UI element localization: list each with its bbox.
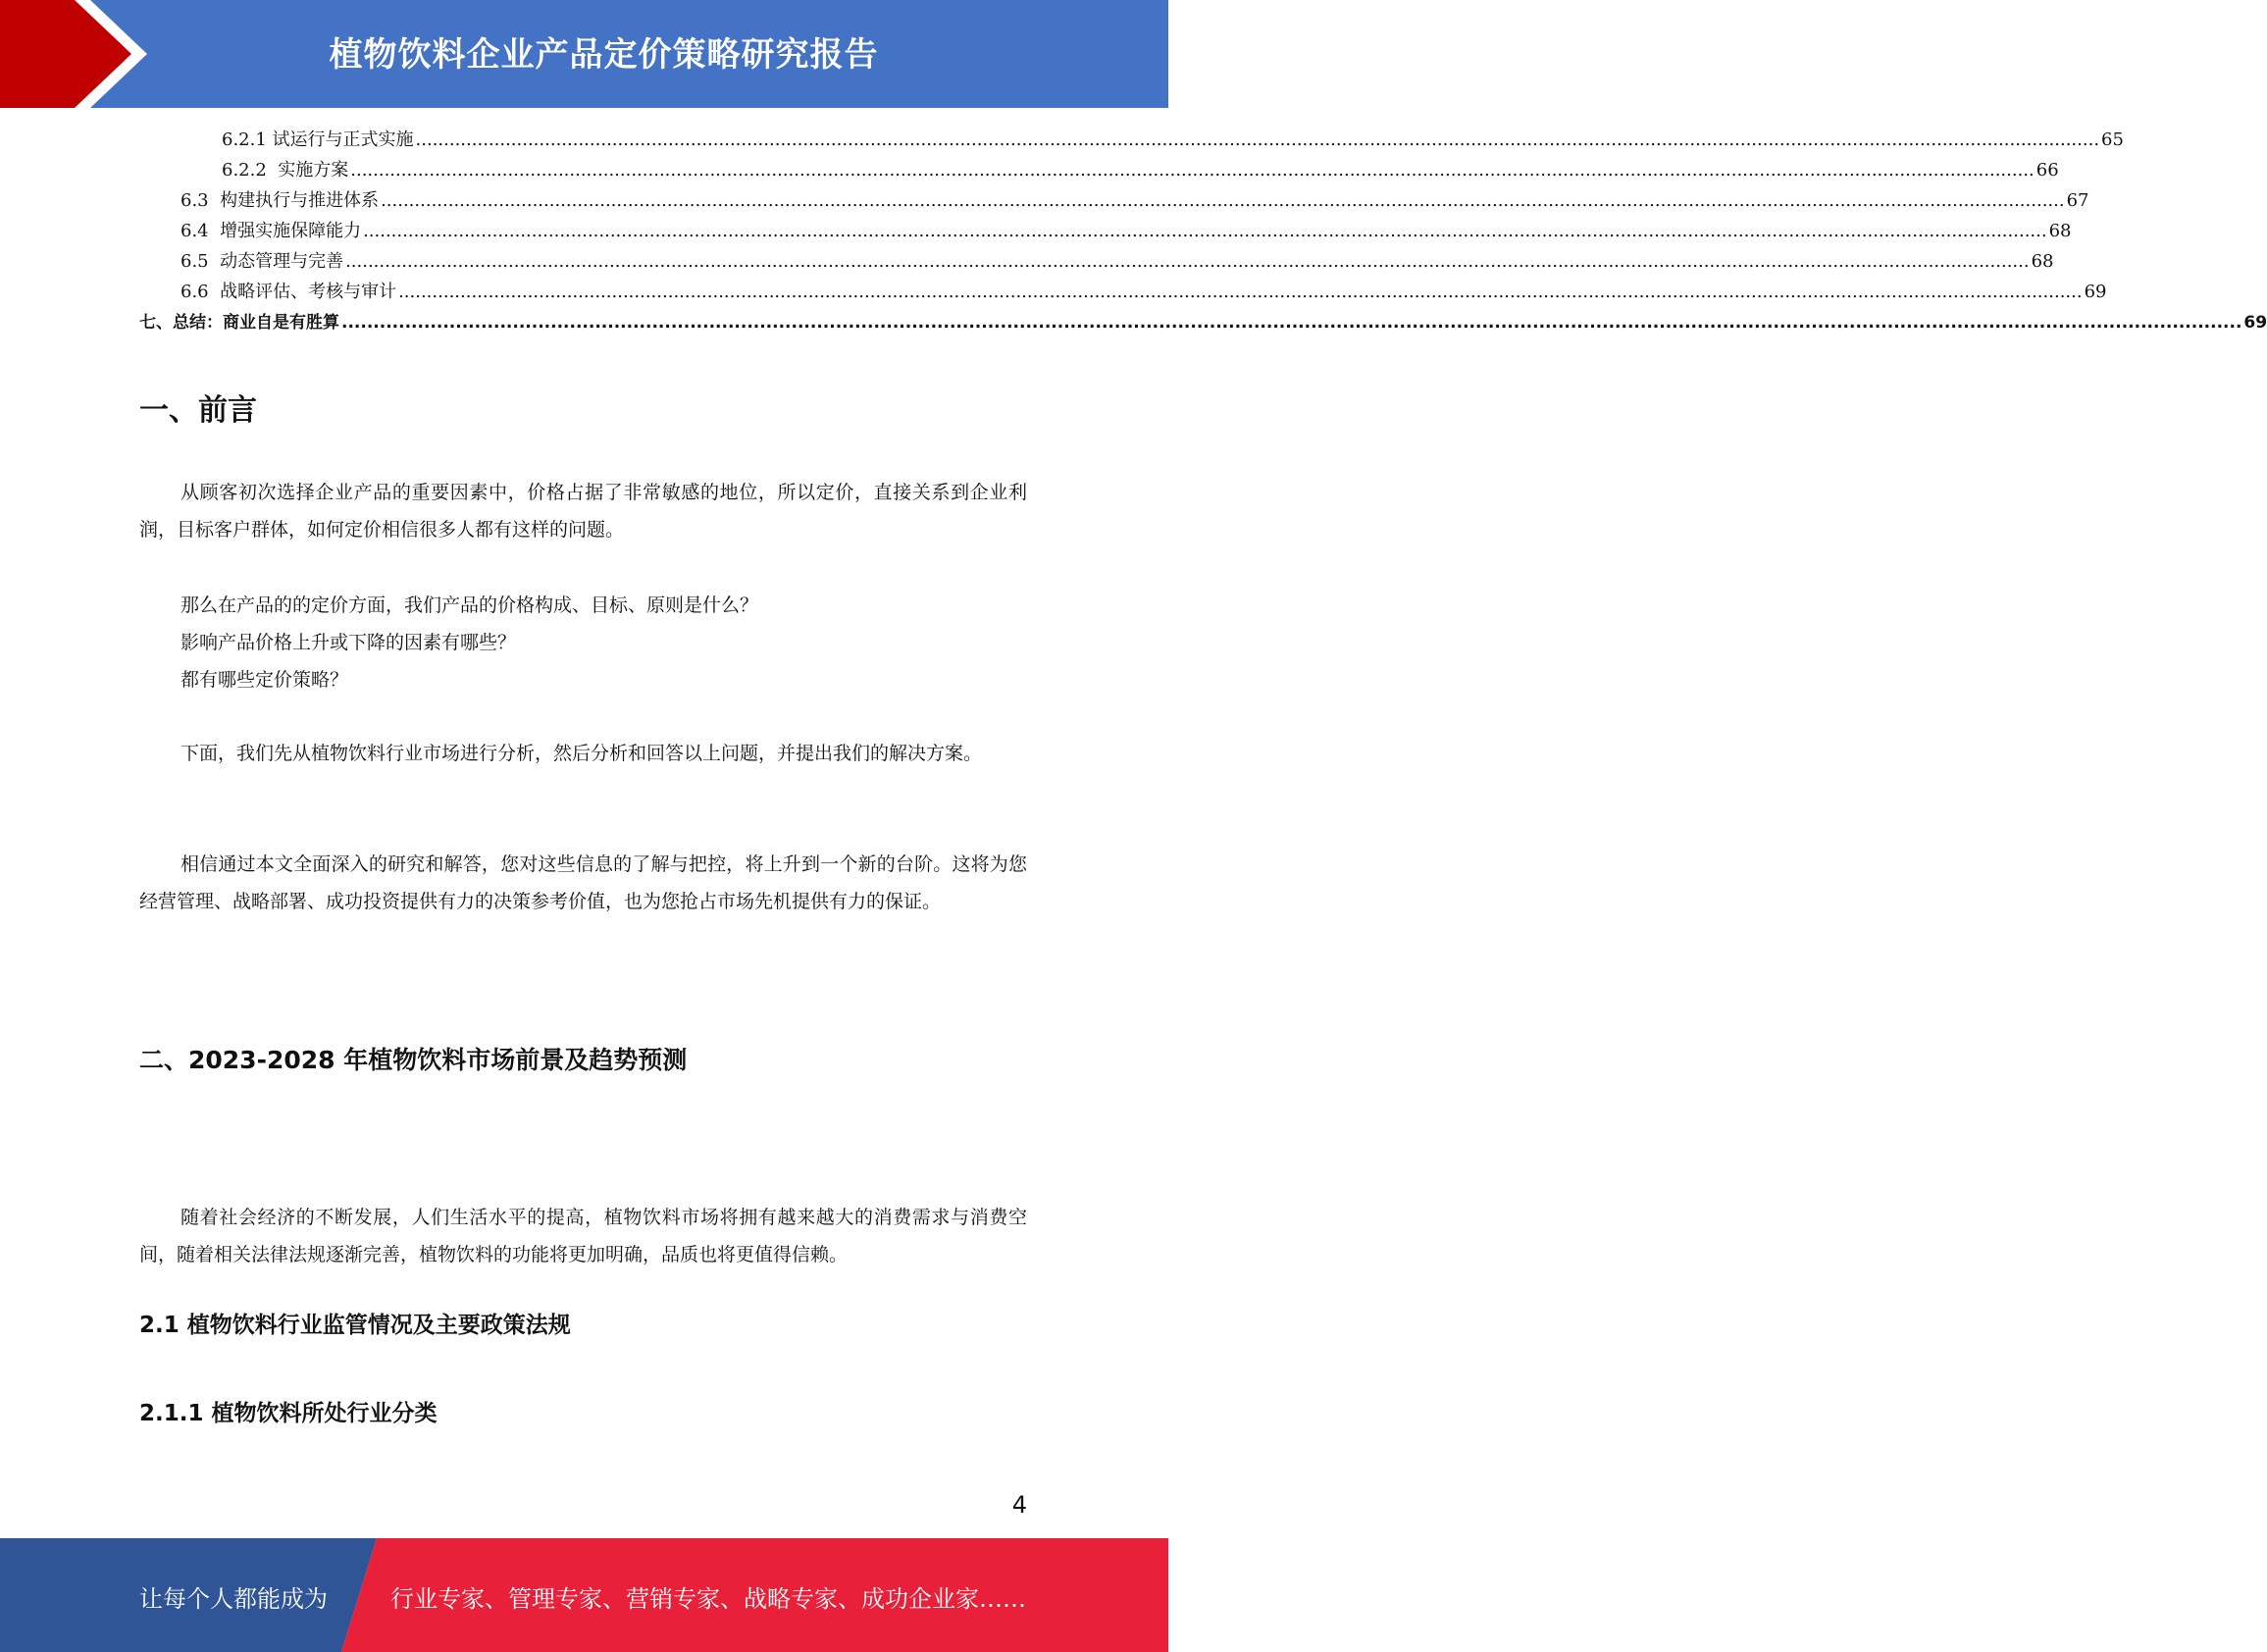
toc-entry[interactable] xyxy=(139,278,2107,308)
toc-leader-dots: ............................................................................................................................................................................................................................................................................................................ xyxy=(363,221,2047,241)
page-footer xyxy=(0,1538,1168,1652)
toc-entry-page: 69 xyxy=(2084,282,2107,302)
toc-entry-page: 65 xyxy=(2101,129,2124,150)
toc-entry-label: 6.2.1 试运行与正式实施 xyxy=(222,129,414,150)
toc-entry-label: 6.2.2 实施方案 xyxy=(222,160,349,181)
toc-entry-label: 6.6 战略评估、考核与审计 xyxy=(180,282,397,302)
toc-entry[interactable] xyxy=(139,247,2054,278)
toc-entry[interactable] xyxy=(139,156,2059,186)
table-of-contents xyxy=(139,126,2267,338)
toc-entry[interactable] xyxy=(139,308,2267,338)
toc-leader-dots: ............................................................................................................................................................................................................................................................................................................ xyxy=(345,251,2030,272)
report-title: 植物饮料企业产品定价策略研究报告 xyxy=(329,35,879,75)
section-2-1-1-heading: 2.1.1 植物饮料所处行业分类 xyxy=(139,1401,438,1426)
toc-leader-dots: ............................................................................................................................................................................................................................................................................................................ xyxy=(341,313,2242,333)
section-1-question-3: 都有哪些定价策略？ xyxy=(180,669,349,691)
toc-leader-dots: ............................................................................................................................................................................................................................................................................................................ xyxy=(350,160,2035,181)
toc-entry[interactable] xyxy=(139,186,2089,217)
toc-leader-dots: ............................................................................................................................................................................................................................................................................................................ xyxy=(398,282,2083,302)
footer-slogan-right: 行业专家、管理专家、营销专家、战略专家、成功企业家…… xyxy=(390,1585,1026,1613)
section-1-paragraph-1: 从顾客初次选择企业产品的重要因素中，价格占据了非常敏感的地位，所以定价，直接关系到企业利润，目标客户群体，如何定价相信很多人都有这样的问题。 xyxy=(139,482,1027,541)
section-2-paragraph-1: 随着社会经济的不断发展，人们生活水平的提高，植物饮料市场将拥有越来越大的消费需求与消费空间，随着相关法律法规逐渐完善，植物饮料的功能将更加明确，品质也将更值得信赖。 xyxy=(139,1207,1027,1265)
toc-entry-page: 66 xyxy=(2035,160,2059,181)
toc-entry-page: 67 xyxy=(2066,190,2089,211)
toc-entry-page: 68 xyxy=(2031,251,2054,272)
section-1-question-2: 影响产品价格上升或下降的因素有哪些？ xyxy=(180,632,517,653)
toc-entry[interactable] xyxy=(139,217,2072,247)
section-1-question-1: 那么在产品的的定价方面，我们产品的价格构成、目标、原则是什么？ xyxy=(180,594,759,616)
page-header xyxy=(0,0,1168,108)
toc-entry-page: 68 xyxy=(2048,221,2072,241)
toc-leader-dots: ............................................................................................................................................................................................................................................................................................................ xyxy=(415,129,2100,150)
toc-entry-label: 6.4 增强实施保障能力 xyxy=(180,221,362,241)
section-1-paragraph-2: 下面，我们先从植物饮料行业市场进行分析，然后分析和回答以上问题，并提出我们的解决方案。 xyxy=(180,743,983,764)
toc-entry-page: 69 xyxy=(2243,313,2267,333)
toc-entry-label: 6.3 构建执行与推进体系 xyxy=(180,190,380,211)
toc-leader-dots: ............................................................................................................................................................................................................................................................................................................ xyxy=(381,190,2065,211)
footer-slogan-left: 让每个人都能成为 xyxy=(139,1585,328,1613)
page-number: 4 xyxy=(1011,1491,1027,1519)
section-1-paragraph-3: 相信通过本文全面深入的研究和解答，您对这些信息的了解与把控，将上升到一个新的台阶。这将为您经营管理、战略部署、成功投资提供有力的决策参考价值，也为您抢占市场先机提供有力的保证。 xyxy=(139,853,1027,912)
toc-entry-label: 七、总结：商业自是有胜算 xyxy=(139,313,339,333)
toc-entry[interactable] xyxy=(139,126,2124,156)
section-2-heading: 二、2023-2028 年植物饮料市场前景及趋势预测 xyxy=(139,1046,688,1074)
section-2-1-heading: 2.1 植物饮料行业监管情况及主要政策法规 xyxy=(139,1313,571,1338)
section-1-heading: 一、前言 xyxy=(139,393,257,428)
toc-entry-label: 6.5 动态管理与完善 xyxy=(180,251,344,272)
